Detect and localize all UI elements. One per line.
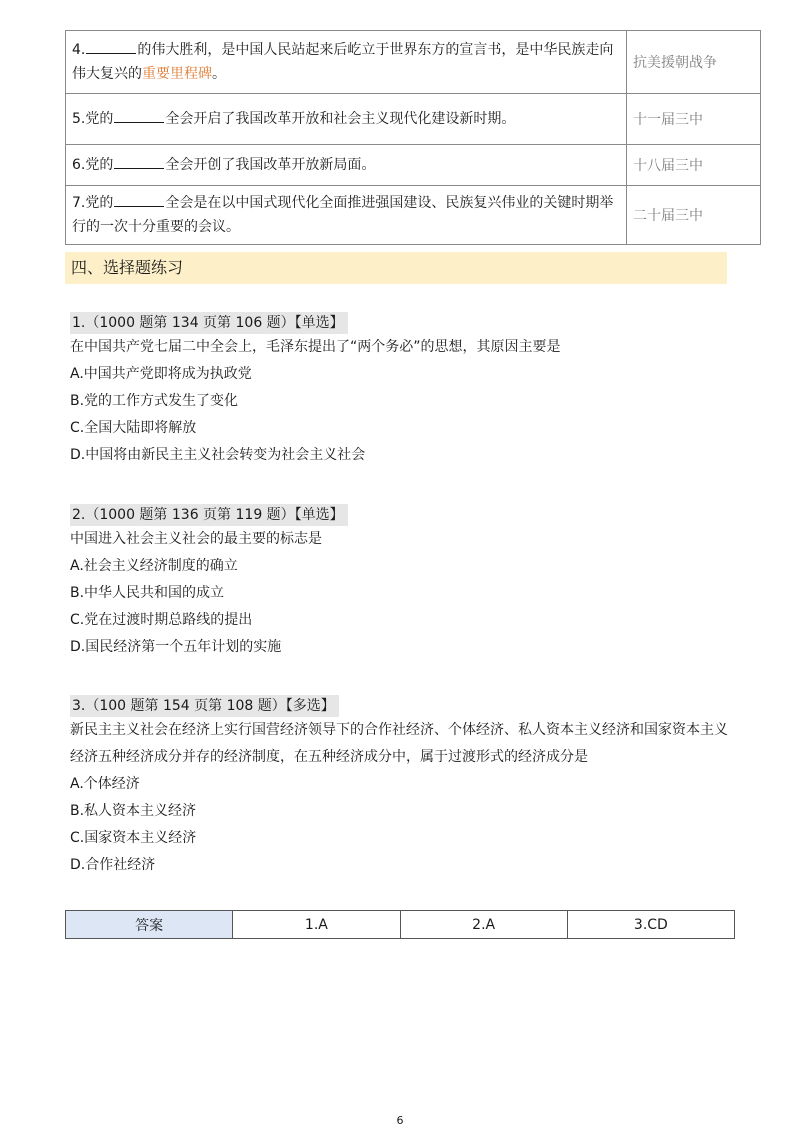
question-stem: 中国进入社会主义社会的最主要的标志是 bbox=[70, 531, 322, 547]
question-number: 7.党的 bbox=[72, 195, 114, 211]
question-block bbox=[70, 312, 740, 469]
option-c: C.国家资本主义经济 bbox=[70, 830, 197, 846]
answer-cell: 3.CD bbox=[567, 911, 734, 939]
option-a: A.个体经济 bbox=[70, 776, 140, 792]
option-b: B.私人资本主义经济 bbox=[70, 803, 197, 819]
option-b: B.中华人民共和国的成立 bbox=[70, 585, 225, 601]
option-d: D.中国将由新民主主义社会转变为社会主义社会 bbox=[70, 447, 366, 463]
answer-blank bbox=[86, 39, 136, 54]
option-c: C.党在过渡时期总路线的提出 bbox=[70, 612, 253, 628]
option-b: B.党的工作方式发生了变化 bbox=[70, 393, 239, 409]
question-number: 4. bbox=[72, 42, 86, 58]
section-heading: 四、选择题练习 bbox=[65, 252, 727, 284]
question-text: 全会是在以中国式现代化全面推进强国建设、民族复兴伟业的关键时期举行的一次十分重要的会议。 bbox=[72, 195, 614, 235]
option-d: D.合作社经济 bbox=[70, 857, 156, 873]
answer-cell: 十一届三中 bbox=[627, 94, 761, 145]
answer-cell: 二十届三中 bbox=[627, 186, 761, 245]
question-title: 3.（100 题第 154 页第 108 题）【多选】 bbox=[70, 695, 339, 717]
question-number: 5.党的 bbox=[72, 111, 114, 127]
option-a: A.中国共产党即将成为执政党 bbox=[70, 366, 252, 382]
question-cell bbox=[66, 145, 627, 186]
answer-header-cell: 答案 bbox=[66, 911, 233, 939]
option-c: C.全国大陆即将解放 bbox=[70, 420, 197, 436]
answer-cell: 1.A bbox=[233, 911, 400, 939]
question-text: 全会开启了我国改革开放和社会主义现代化建设新时期。 bbox=[165, 111, 516, 127]
answer-cell: 抗美援朝战争 bbox=[627, 31, 761, 94]
question-block bbox=[70, 504, 740, 661]
fill-in-table bbox=[65, 30, 761, 245]
answer-cell: 十八届三中 bbox=[627, 145, 761, 186]
question-text-end: 。 bbox=[212, 66, 226, 82]
question-title: 1.（1000 题第 134 页第 106 题）【单选】 bbox=[70, 312, 348, 334]
answer-blank bbox=[114, 192, 164, 207]
answer-cell: 2.A bbox=[400, 911, 567, 939]
answer-blank bbox=[114, 108, 164, 123]
question-text: 的伟大胜利，是中国人民站起来后屹立于世界东方的宣言书，是中华民族走向伟大复兴的 bbox=[72, 42, 614, 82]
question-number: 6.党的 bbox=[72, 157, 114, 173]
page-number: 6 bbox=[396, 1114, 404, 1127]
question-stem: 在中国共产党七届二中全会上，毛泽东提出了“两个务必”的思想，其原因主要是 bbox=[70, 339, 561, 355]
question-text: 全会开创了我国改革开放新局面。 bbox=[165, 157, 376, 173]
answer-table bbox=[65, 910, 735, 939]
table-row bbox=[66, 911, 735, 939]
question-cell bbox=[66, 94, 627, 145]
question-block bbox=[70, 695, 740, 879]
table-row bbox=[66, 31, 761, 94]
option-d: D.国民经济第一个五年计划的实施 bbox=[70, 639, 282, 655]
table-row bbox=[66, 186, 761, 245]
question-cell bbox=[66, 186, 627, 245]
question-cell bbox=[66, 31, 627, 94]
answer-blank bbox=[114, 154, 164, 169]
table-row bbox=[66, 94, 761, 145]
table-row bbox=[66, 145, 761, 186]
highlighted-text: 重要里程碑 bbox=[142, 66, 212, 82]
option-a: A.社会主义经济制度的确立 bbox=[70, 558, 238, 574]
question-stem: 新民主主义社会在经济上实行国营经济领导下的合作社经济、个体经济、私人资本主义经济和国家资本主义经济五种经济成分并存的经济制度，在五种经济成分中，属于过渡形式的经济成分是 bbox=[70, 722, 728, 765]
question-title: 2.（1000 题第 136 页第 119 题）【单选】 bbox=[70, 504, 348, 526]
